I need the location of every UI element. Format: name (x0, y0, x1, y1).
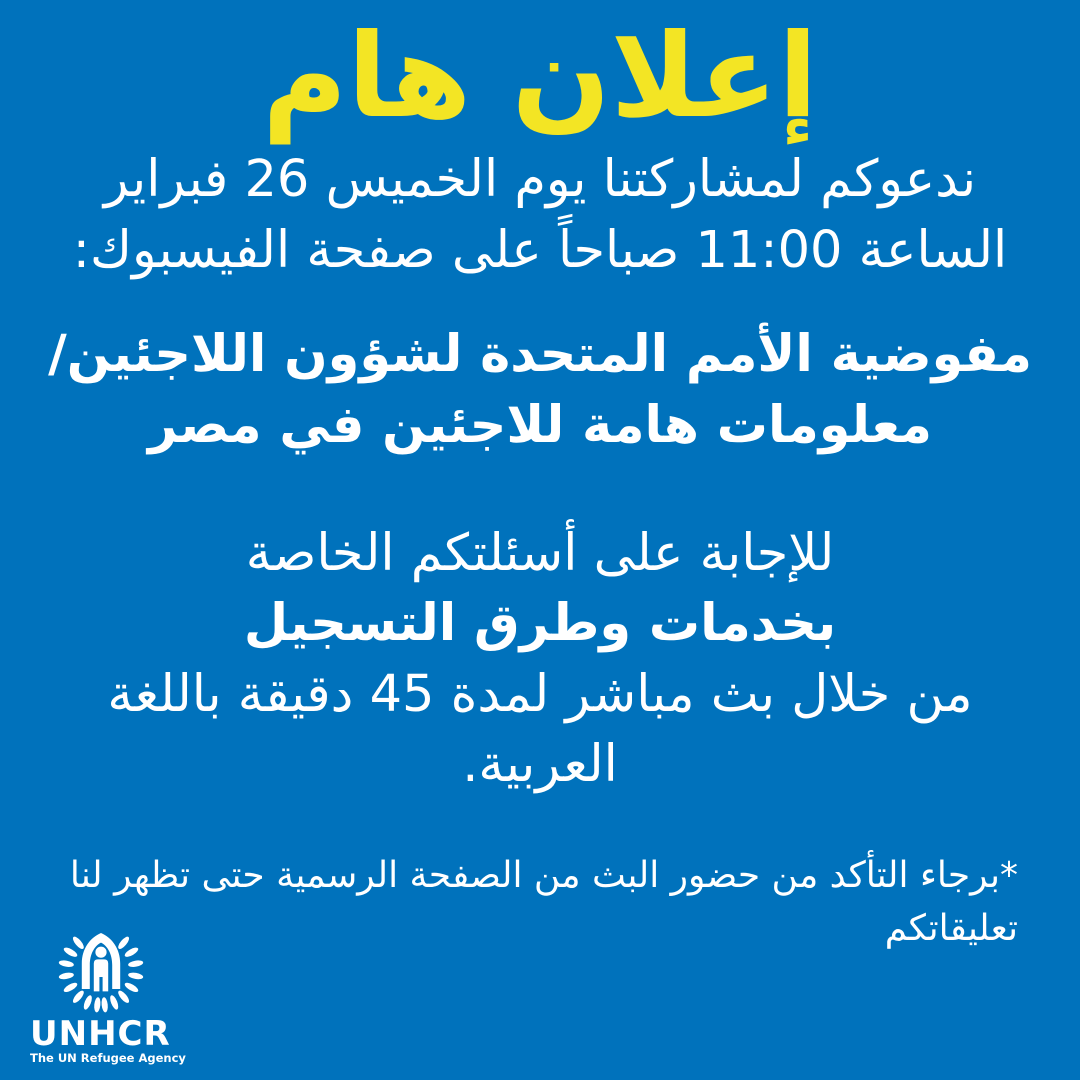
details-line-1: للإجابة على أسئلتكم الخاصة (245, 523, 835, 583)
unhcr-wordmark: UNHCR (30, 1013, 171, 1054)
invitation-text (0, 145, 1080, 286)
broadcast-details (0, 519, 1080, 801)
details-line-3: من خلال بث مباشر لمدة 45 دقيقة باللغة (107, 664, 973, 724)
facebook-page-line-2: معلومات هامة للاجئين في مصر (148, 395, 932, 455)
invitation-line-2: الساعة 11:00 صباحاً على صفحة الفيسبوك: (72, 220, 1008, 280)
details-line-4: العربية. (462, 735, 618, 795)
unhcr-logo (26, 915, 186, 1066)
poster-title: إعلان هام (262, 9, 818, 144)
refugee-emblem-icon (53, 915, 149, 1015)
facebook-page-line-1: مفوضية الأمم المتحدة لشؤون اللاجئين/ (48, 325, 1032, 385)
invitation-line-1: ندعوكم لمشاركتنا يوم الخميس 26 فبراير (103, 150, 977, 210)
facebook-page-name (0, 320, 1080, 461)
footnote-line-2: تعليقاتكم (884, 907, 1018, 949)
person (94, 946, 108, 991)
unhcr-tagline: The UN Refugee Agency (30, 1051, 186, 1066)
footnote-line-1: *برجاء التأكد من حضور البث من الصفحة الرسمية حتى تظهر لنا (69, 855, 1018, 897)
details-line-2-topic: بخدمات وطرق التسجيل (243, 594, 837, 654)
